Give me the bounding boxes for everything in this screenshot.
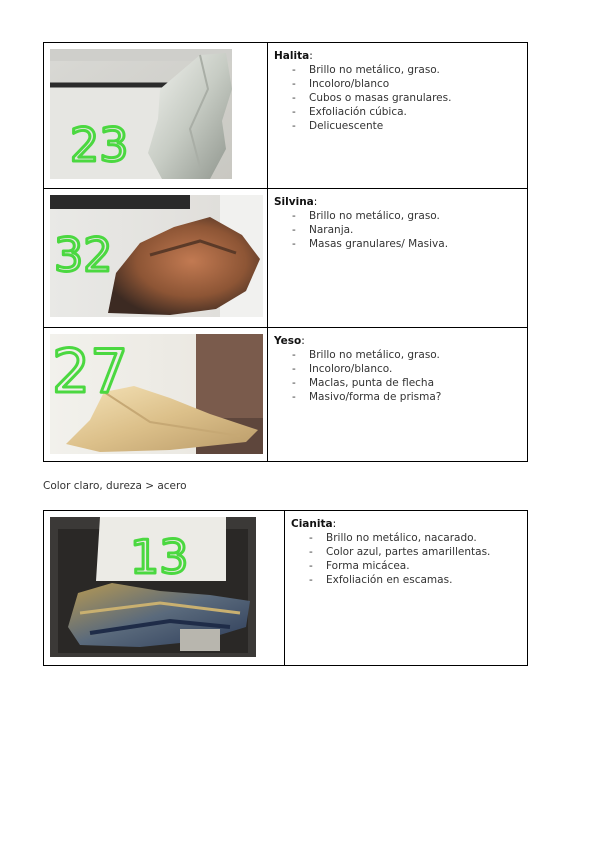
specimen-number: 13 (130, 530, 189, 584)
property-item: - Cubos o masas granulares. (274, 91, 521, 105)
property-list (291, 531, 521, 587)
property-item: - Brillo no metálico, graso. (274, 348, 521, 362)
mineral-name: Halita (274, 50, 310, 62)
photo-cell (44, 511, 285, 666)
property-list (274, 348, 521, 404)
property-item: - Masas granulares/ Masiva. (274, 237, 521, 251)
property-item: - Delicuescente (274, 119, 521, 133)
mineral-row-halita (44, 43, 528, 189)
mineral-table (43, 42, 528, 462)
property-item: - Brillo no metálico, graso. (274, 63, 521, 77)
description-cell (268, 189, 528, 328)
property-item: - Brillo no metálico, nacarado. (291, 531, 521, 545)
property-item: - Exfoliación cúbica. (274, 105, 521, 119)
property-item: - Maclas, punta de flecha (274, 376, 521, 390)
description-cell (268, 43, 528, 189)
property-item: - Naranja. (274, 223, 521, 237)
mineral-row-yeso (44, 328, 528, 462)
kyanite-photo (50, 517, 256, 657)
mineral-table (43, 510, 528, 666)
photo-cell (44, 189, 268, 328)
property-item: - Color azul, partes amarillentas. (291, 545, 521, 559)
gypsum-photo (50, 334, 263, 454)
specimen-number: 32 (54, 228, 113, 282)
property-item: - Exfoliación en escamas. (291, 573, 521, 587)
description-cell (268, 328, 528, 462)
property-item: - Incoloro/blanco (274, 77, 521, 91)
mineral-row-cianita (44, 511, 528, 666)
section-caption: Color claro, dureza > acero (43, 480, 187, 492)
mineral-name: Cianita (291, 518, 333, 530)
photo-cell (44, 43, 268, 189)
sylvite-photo (50, 195, 263, 317)
mineral-title: Yeso: (274, 335, 305, 347)
property-item: - Forma micácea. (291, 559, 521, 573)
specimen-number: 23 (70, 118, 129, 172)
property-list (274, 63, 521, 133)
mineral-name: Yeso (274, 335, 302, 347)
mineral-name: Silvina (274, 196, 314, 208)
specimen-number: 27 (52, 337, 129, 407)
mineral-title: Halita: (274, 50, 313, 62)
halite-photo (50, 49, 232, 179)
photo-cell (44, 328, 268, 462)
property-item: - Incoloro/blanco. (274, 362, 521, 376)
property-item: - Brillo no metálico, graso. (274, 209, 521, 223)
mineral-row-silvina (44, 189, 528, 328)
description-cell (285, 511, 528, 666)
property-list (274, 209, 521, 251)
mineral-title: Silvina: (274, 196, 318, 208)
property-item: - Masivo/forma de prisma? (274, 390, 521, 404)
mineral-title: Cianita: (291, 518, 337, 530)
